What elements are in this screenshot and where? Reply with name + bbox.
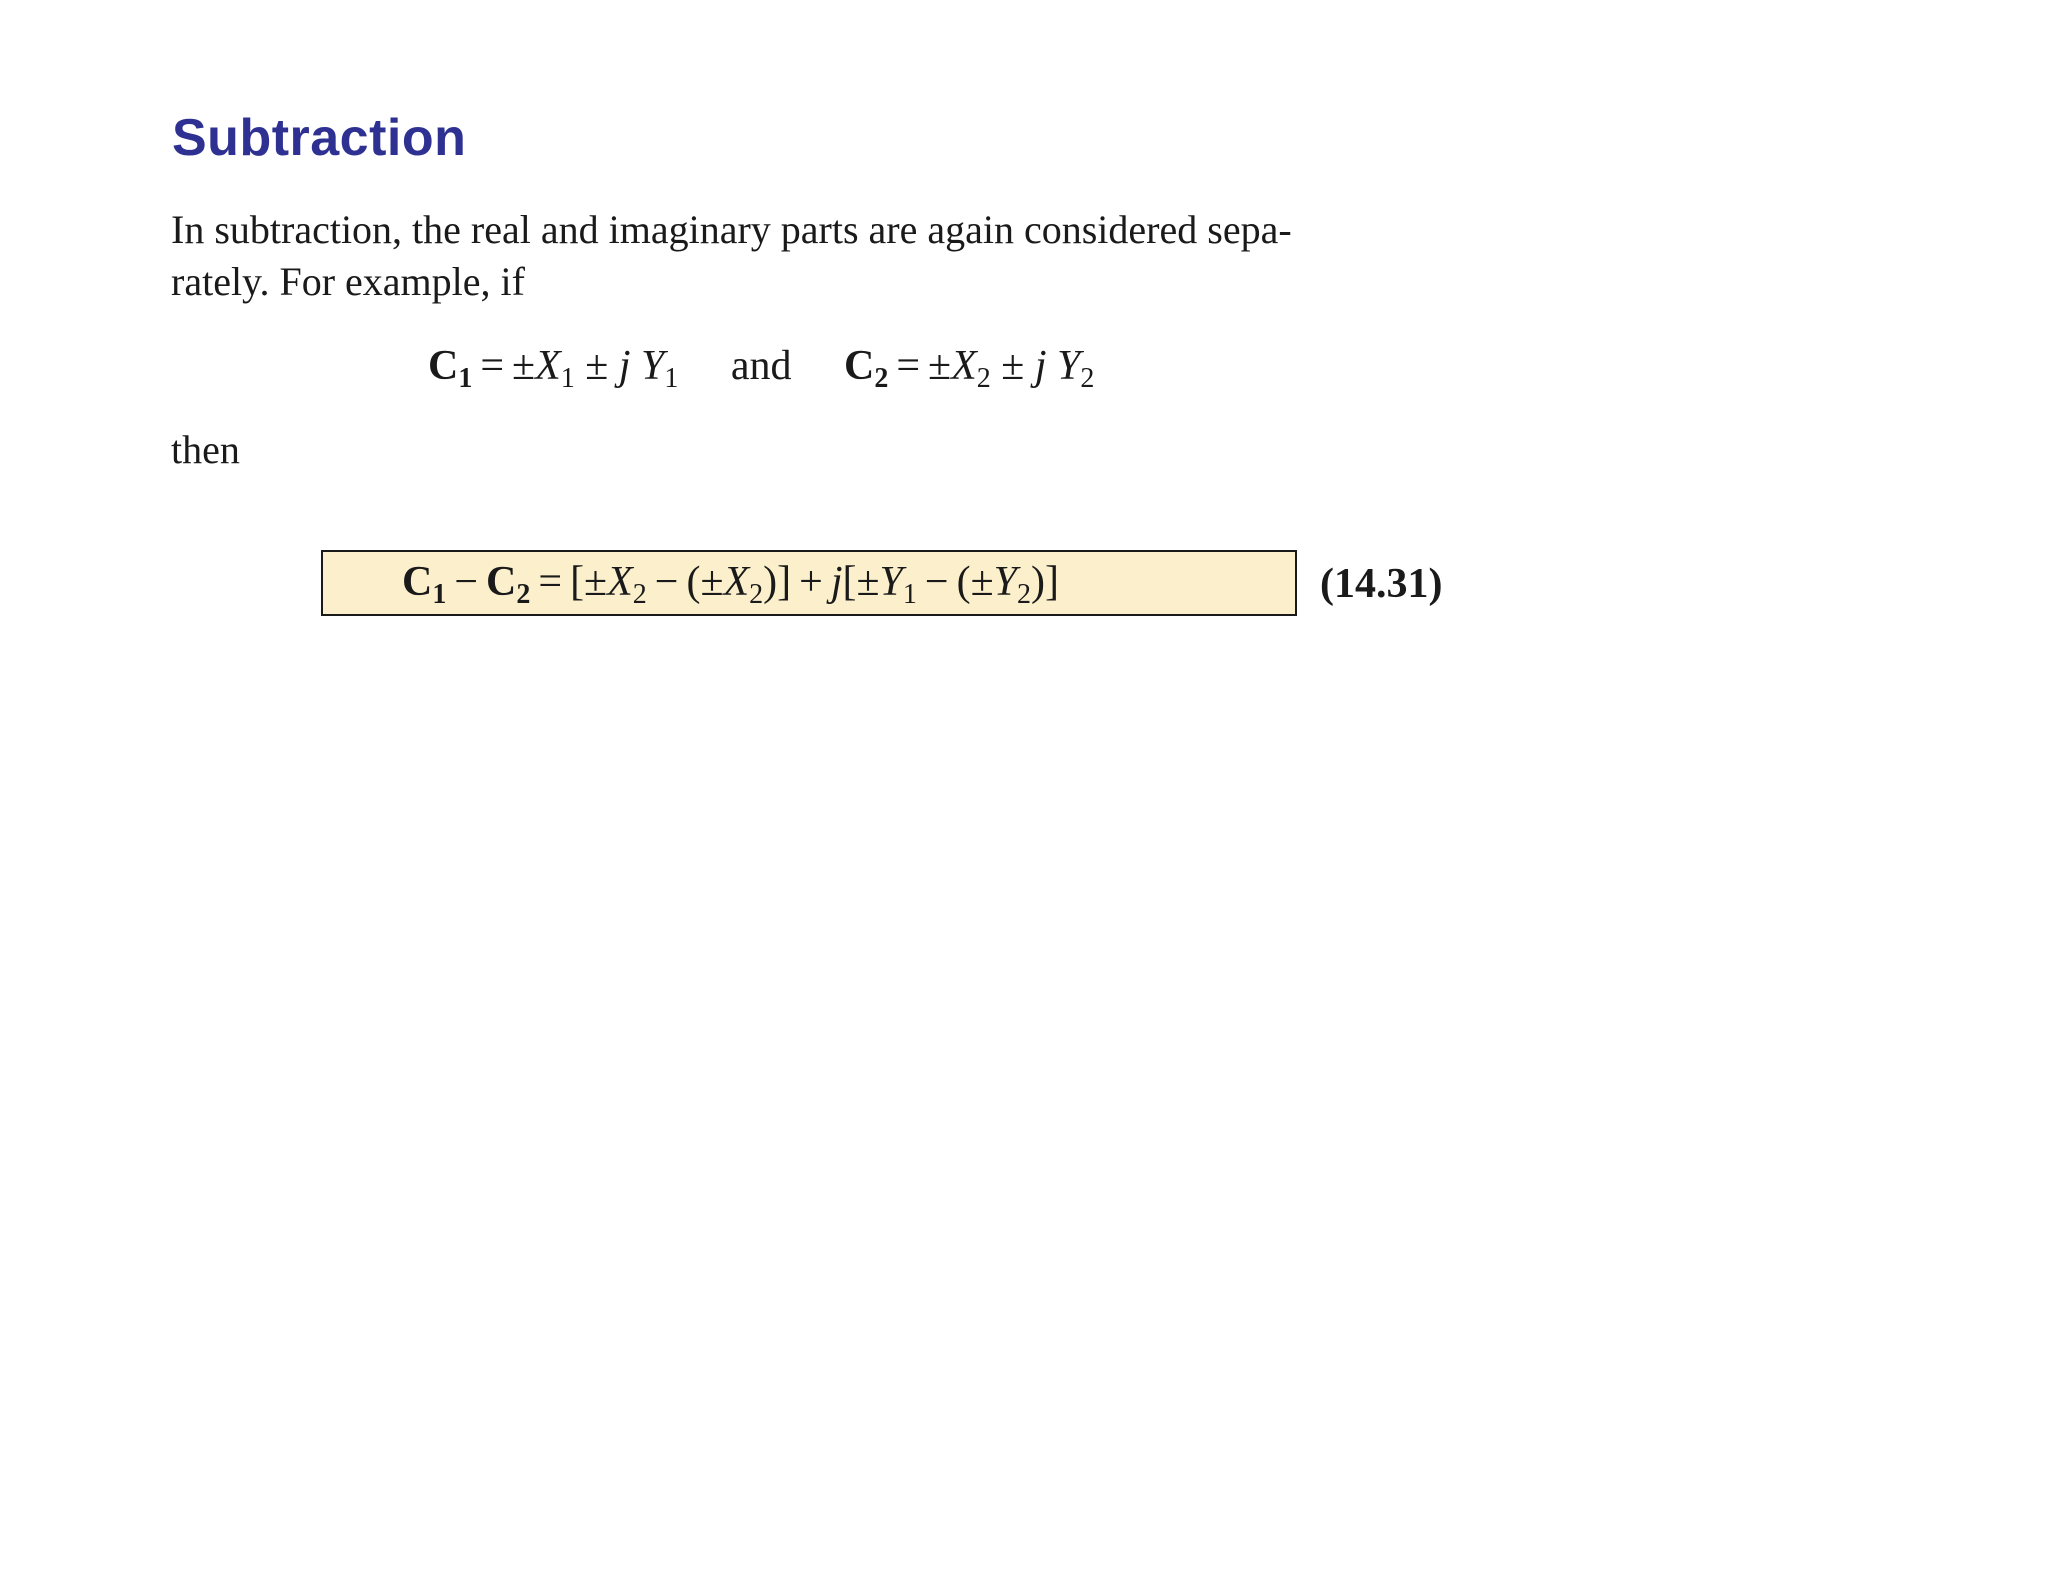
intro-paragraph: In subtraction, the real and imaginary parts are again considered sepa- rately. For example, if	[171, 207, 1292, 304]
subtraction-formula: $C_1 - C_2 = [\pm X_2 - (\pm X_2)] + j[\pm Y_1 - (\pm Y_2)]$	[402, 559, 1059, 610]
c1-symbol: $C_1$	[428, 343, 473, 394]
then-text: then	[171, 427, 240, 472]
c2-value: $\pm X_2 \pm j$ $Y_2$	[928, 343, 1095, 394]
section-heading: Subtraction	[172, 109, 467, 167]
equation-number: (14.31)	[1320, 561, 1443, 607]
c2-symbol: $C_2$	[844, 343, 889, 394]
connector-word: and	[730, 343, 792, 389]
c1-value: $\pm X_1 \pm j$ $Y_1$	[512, 343, 679, 394]
given-equations: $C_1 = \pm X_1 \pm j$ $Y_1$ and $C_2 = \pm X_2 \pm j$ $Y_2$	[428, 340, 1094, 392]
